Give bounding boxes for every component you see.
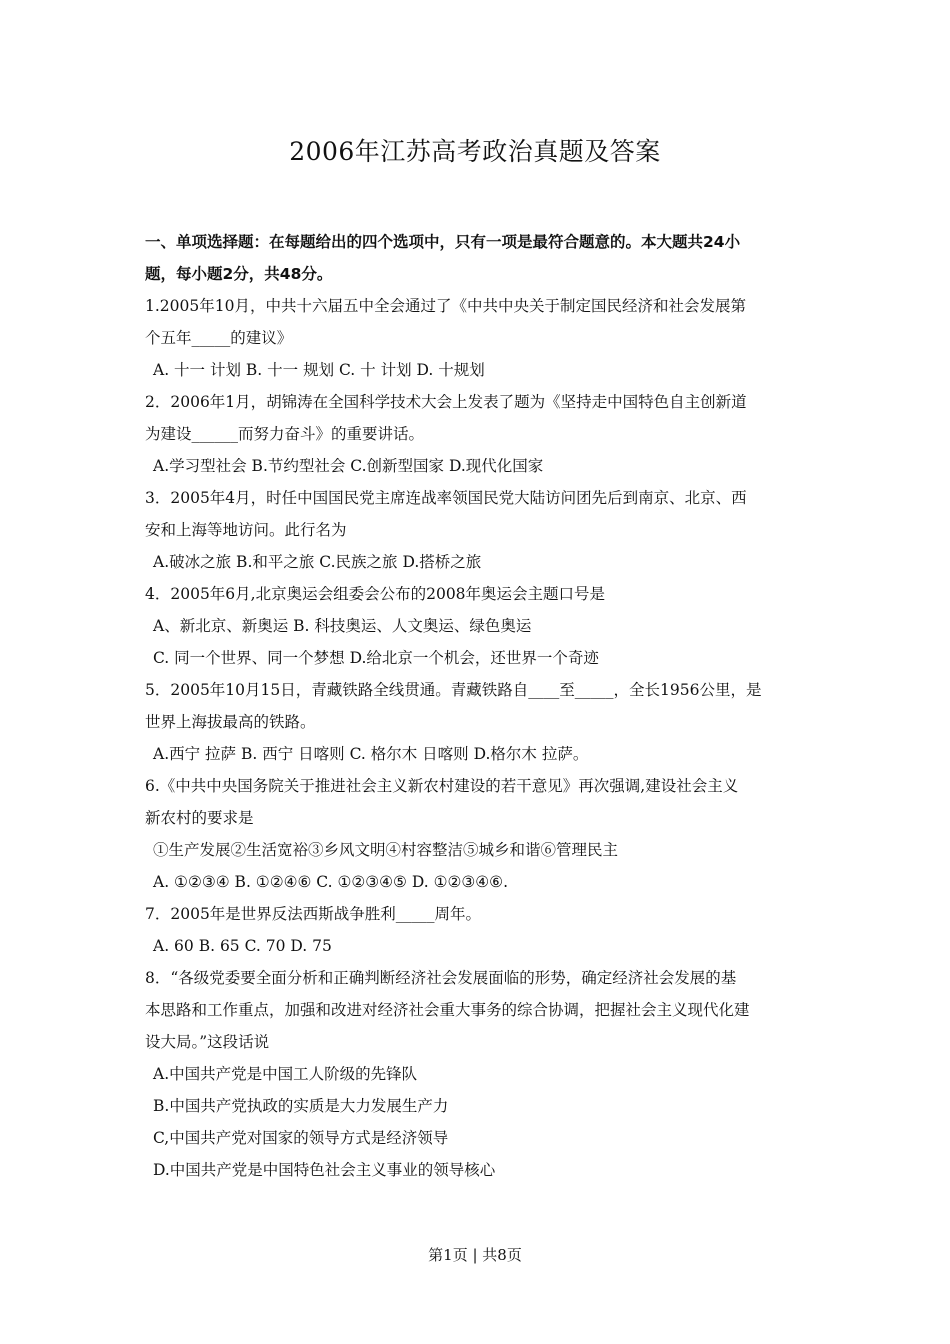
question-text-line: 4．2005年6月,北京奥运会组委会公布的2008年奥运会主题口号是	[145, 585, 606, 603]
document-title: 2006年江苏高考政治真题及答案	[289, 137, 661, 166]
answer-options-line: C,中国共产党对国家的领导方式是经济领导	[153, 1129, 449, 1147]
answer-options-line: D.中国共产党是中国特色社会主义事业的领导核心	[153, 1161, 496, 1179]
question-text-line: 8．“各级党委要全面分析和正确判断经济社会发展面临的形势，确定经济社会发展的基	[145, 969, 737, 987]
question-text-line: 1.2005年10月，中共十六届五中全会通过了《中共中央关于制定国民经济和社会发展第	[145, 297, 746, 315]
page-footer: 第1页 | 共8页	[428, 1246, 522, 1264]
answer-options-line: A. 十一 计划 B. 十一 规划 C. 十 计划 D. 十规划	[153, 361, 485, 379]
question-text-line: 为建设______而努力奋斗》的重要讲话。	[145, 425, 425, 443]
answer-options-line: A.中国共产党是中国工人阶级的先锋队	[153, 1065, 418, 1083]
section-heading-line: 一、单项选择题：在每题给出的四个选项中，只有一项是最符合题意的。本大题共24小	[145, 233, 741, 251]
question-text-line: 7．2005年是世界反法西斯战争胜利_____周年。	[145, 905, 482, 923]
question-text-line: 个五年_____的建议》	[145, 329, 293, 347]
question-text-line: 本思路和工作重点，加强和改进对经济社会重大事务的综合协调，把握社会主义现代化建	[145, 1001, 750, 1019]
question-text-line: 2．2006年1月，胡锦涛在全国科学技术大会上发表了题为《坚持走中国特色自主创新道	[145, 393, 747, 411]
answer-options-line: ①生产发展②生活宽裕③乡风文明④村容整洁⑤城乡和谐⑥管理民主	[153, 841, 619, 859]
answer-options-line: A. 60 B. 65 C. 70 D. 75	[153, 937, 332, 955]
answer-options-line: A.破冰之旅 B.和平之旅 C.民族之旅 D.搭桥之旅	[153, 553, 482, 571]
answer-options-line: A.学习型社会 B.节约型社会 C.创新型国家 D.现代化国家	[153, 457, 544, 475]
answer-options-line: B.中国共产党执政的实质是大力发展生产力	[153, 1097, 449, 1115]
question-text-line: 3．2005年4月，时任中国国民党主席连战率领国民党大陆访问团先后到南京、北京、西	[145, 489, 747, 507]
answer-options-line: C. 同一个世界、同一个梦想 D.给北京一个机会，还世界一个奇迹	[153, 649, 599, 667]
question-text-line: 安和上海等地访问。此行名为	[145, 521, 347, 539]
question-text-line: 5．2005年10月15日，青藏铁路全线贯通。青藏铁路自____至_____，全长1956公里，是	[145, 681, 762, 699]
answer-options-line: A. ①②③④ B. ①②④⑥ C. ①②③④⑤ D. ①②③④⑥.	[153, 873, 509, 891]
question-text-line: 新农村的要求是	[145, 809, 254, 827]
question-text-line: 世界上海拔最高的铁路。	[145, 713, 316, 731]
question-text-line: 6.《中共中央国务院关于推进社会主义新农村建设的若干意见》再次强调,建设社会主义	[145, 777, 739, 795]
answer-options-line: A.西宁 拉萨 B. 西宁 日喀则 C. 格尔木 日喀则 D.格尔木 拉萨。	[153, 745, 589, 763]
question-list	[145, 226, 810, 1186]
section-heading-line: 题，每小题2分，共48分。	[145, 265, 333, 283]
answer-options-line: A、新北京、新奥运 B. 科技奥运、人文奥运、绿色奥运	[153, 617, 532, 635]
question-text-line: 设大局。”这段话说	[145, 1033, 270, 1051]
